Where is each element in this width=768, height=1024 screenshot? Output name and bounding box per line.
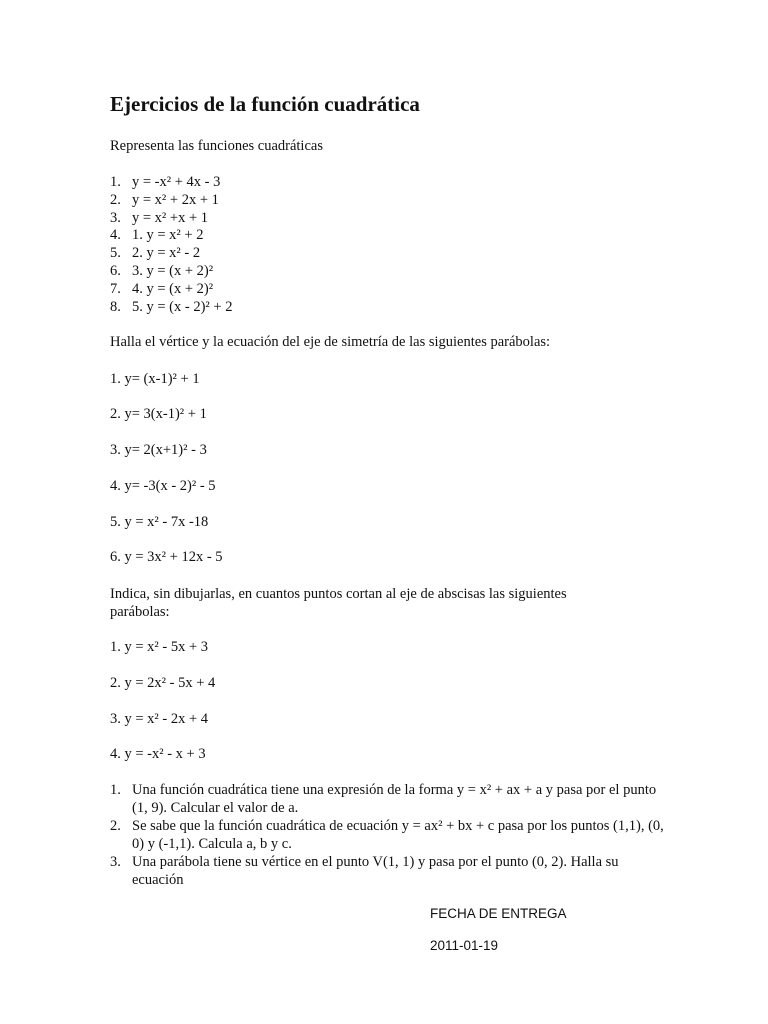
- vertex-exercise: 1. y= (x-1)² + 1: [110, 371, 200, 387]
- problem-number: 1.: [110, 782, 121, 798]
- list-item-number: 3.: [110, 209, 121, 226]
- list-item: [110, 192, 232, 210]
- list-item-number: 1.: [110, 174, 121, 190]
- problem-item: [110, 817, 670, 853]
- vertex-exercise: 6. y = 3x² + 12x - 5: [110, 549, 223, 565]
- list-item: [110, 227, 232, 245]
- list-item: [110, 263, 232, 281]
- list-item: [110, 281, 232, 299]
- list-item: [110, 174, 232, 192]
- intersection-exercise: 1. y = x² - 5x + 3: [110, 639, 209, 655]
- page-title: Ejercicios de la función cuadrática: [110, 92, 420, 116]
- due-date-label: FECHA DE ENTREGA: [430, 906, 567, 921]
- function-list: [110, 174, 232, 316]
- problem-item: [110, 853, 670, 889]
- section1-instruction: Representa las funciones cuadráticas: [110, 138, 323, 154]
- list-item-text: 1. y = x² + 2: [132, 227, 204, 244]
- list-item: [110, 245, 232, 263]
- list-item-text: y = x² +x + 1: [132, 209, 209, 226]
- list-item: [110, 210, 232, 228]
- list-item-text: y = -x² + 4x - 3: [132, 174, 221, 190]
- section3-instruction: Indica, sin dibujarlas, en cuantos puntos cortan al eje de abscisas las siguientes parábolas:: [110, 586, 567, 620]
- list-item-number: 7.: [110, 280, 121, 297]
- vertex-exercise: 2. y= 3(x-1)² + 1: [110, 406, 207, 422]
- problem-number: 2.: [110, 818, 121, 834]
- problem-text: Una función cuadrática tiene una expresión de la forma y = x² + ax + a y pasa por el punto (1, 9). Calcular el valor de a.: [132, 782, 657, 816]
- vertex-exercise: 5. y = x² - 7x -18: [110, 514, 209, 530]
- list-item-text: 3. y = (x + 2)²: [132, 262, 214, 279]
- due-date-value: 2011-01-19: [430, 938, 499, 953]
- problem-list: [110, 781, 670, 889]
- problem-number: 3.: [110, 854, 121, 870]
- list-item-text: 5. y = (x - 2)² + 2: [132, 298, 233, 315]
- problem-text: Se sabe que la función cuadrática de ecuación y = ax² + bx + c pasa por los puntos (1,1), (0, 0) y (-1,1). Calcula a, b y c.: [132, 818, 664, 852]
- list-item-number: 8.: [110, 298, 121, 315]
- list-item-text: 4. y = (x + 2)²: [132, 280, 214, 297]
- list-item-number: 6.: [110, 262, 121, 279]
- list-item-number: 5.: [110, 245, 121, 262]
- intersection-exercise: 2. y = 2x² - 5x + 4: [110, 675, 216, 691]
- problem-text: Una parábola tiene su vértice en el punto V(1, 1) y pasa por el punto (0, 2). Halla su ecuación: [132, 854, 619, 888]
- list-item-text: 2. y = x² - 2: [132, 245, 201, 262]
- section2-instruction: Halla el vértice y la ecuación del eje de simetría de las siguientes parábolas:: [110, 334, 551, 350]
- problem-item: [110, 781, 670, 817]
- vertex-exercise: 3. y= 2(x+1)² - 3: [110, 442, 207, 458]
- vertex-exercise: 4. y= -3(x - 2)² - 5: [110, 478, 216, 494]
- list-item-text: y = x² + 2x + 1: [132, 191, 219, 208]
- intersection-exercise: 3. y = x² - 2x + 4: [110, 711, 209, 727]
- list-item-number: 4.: [110, 227, 121, 244]
- intersection-exercise: 4. y = -x² - x + 3: [110, 746, 206, 762]
- list-item-number: 2.: [110, 191, 121, 208]
- list-item: [110, 299, 232, 317]
